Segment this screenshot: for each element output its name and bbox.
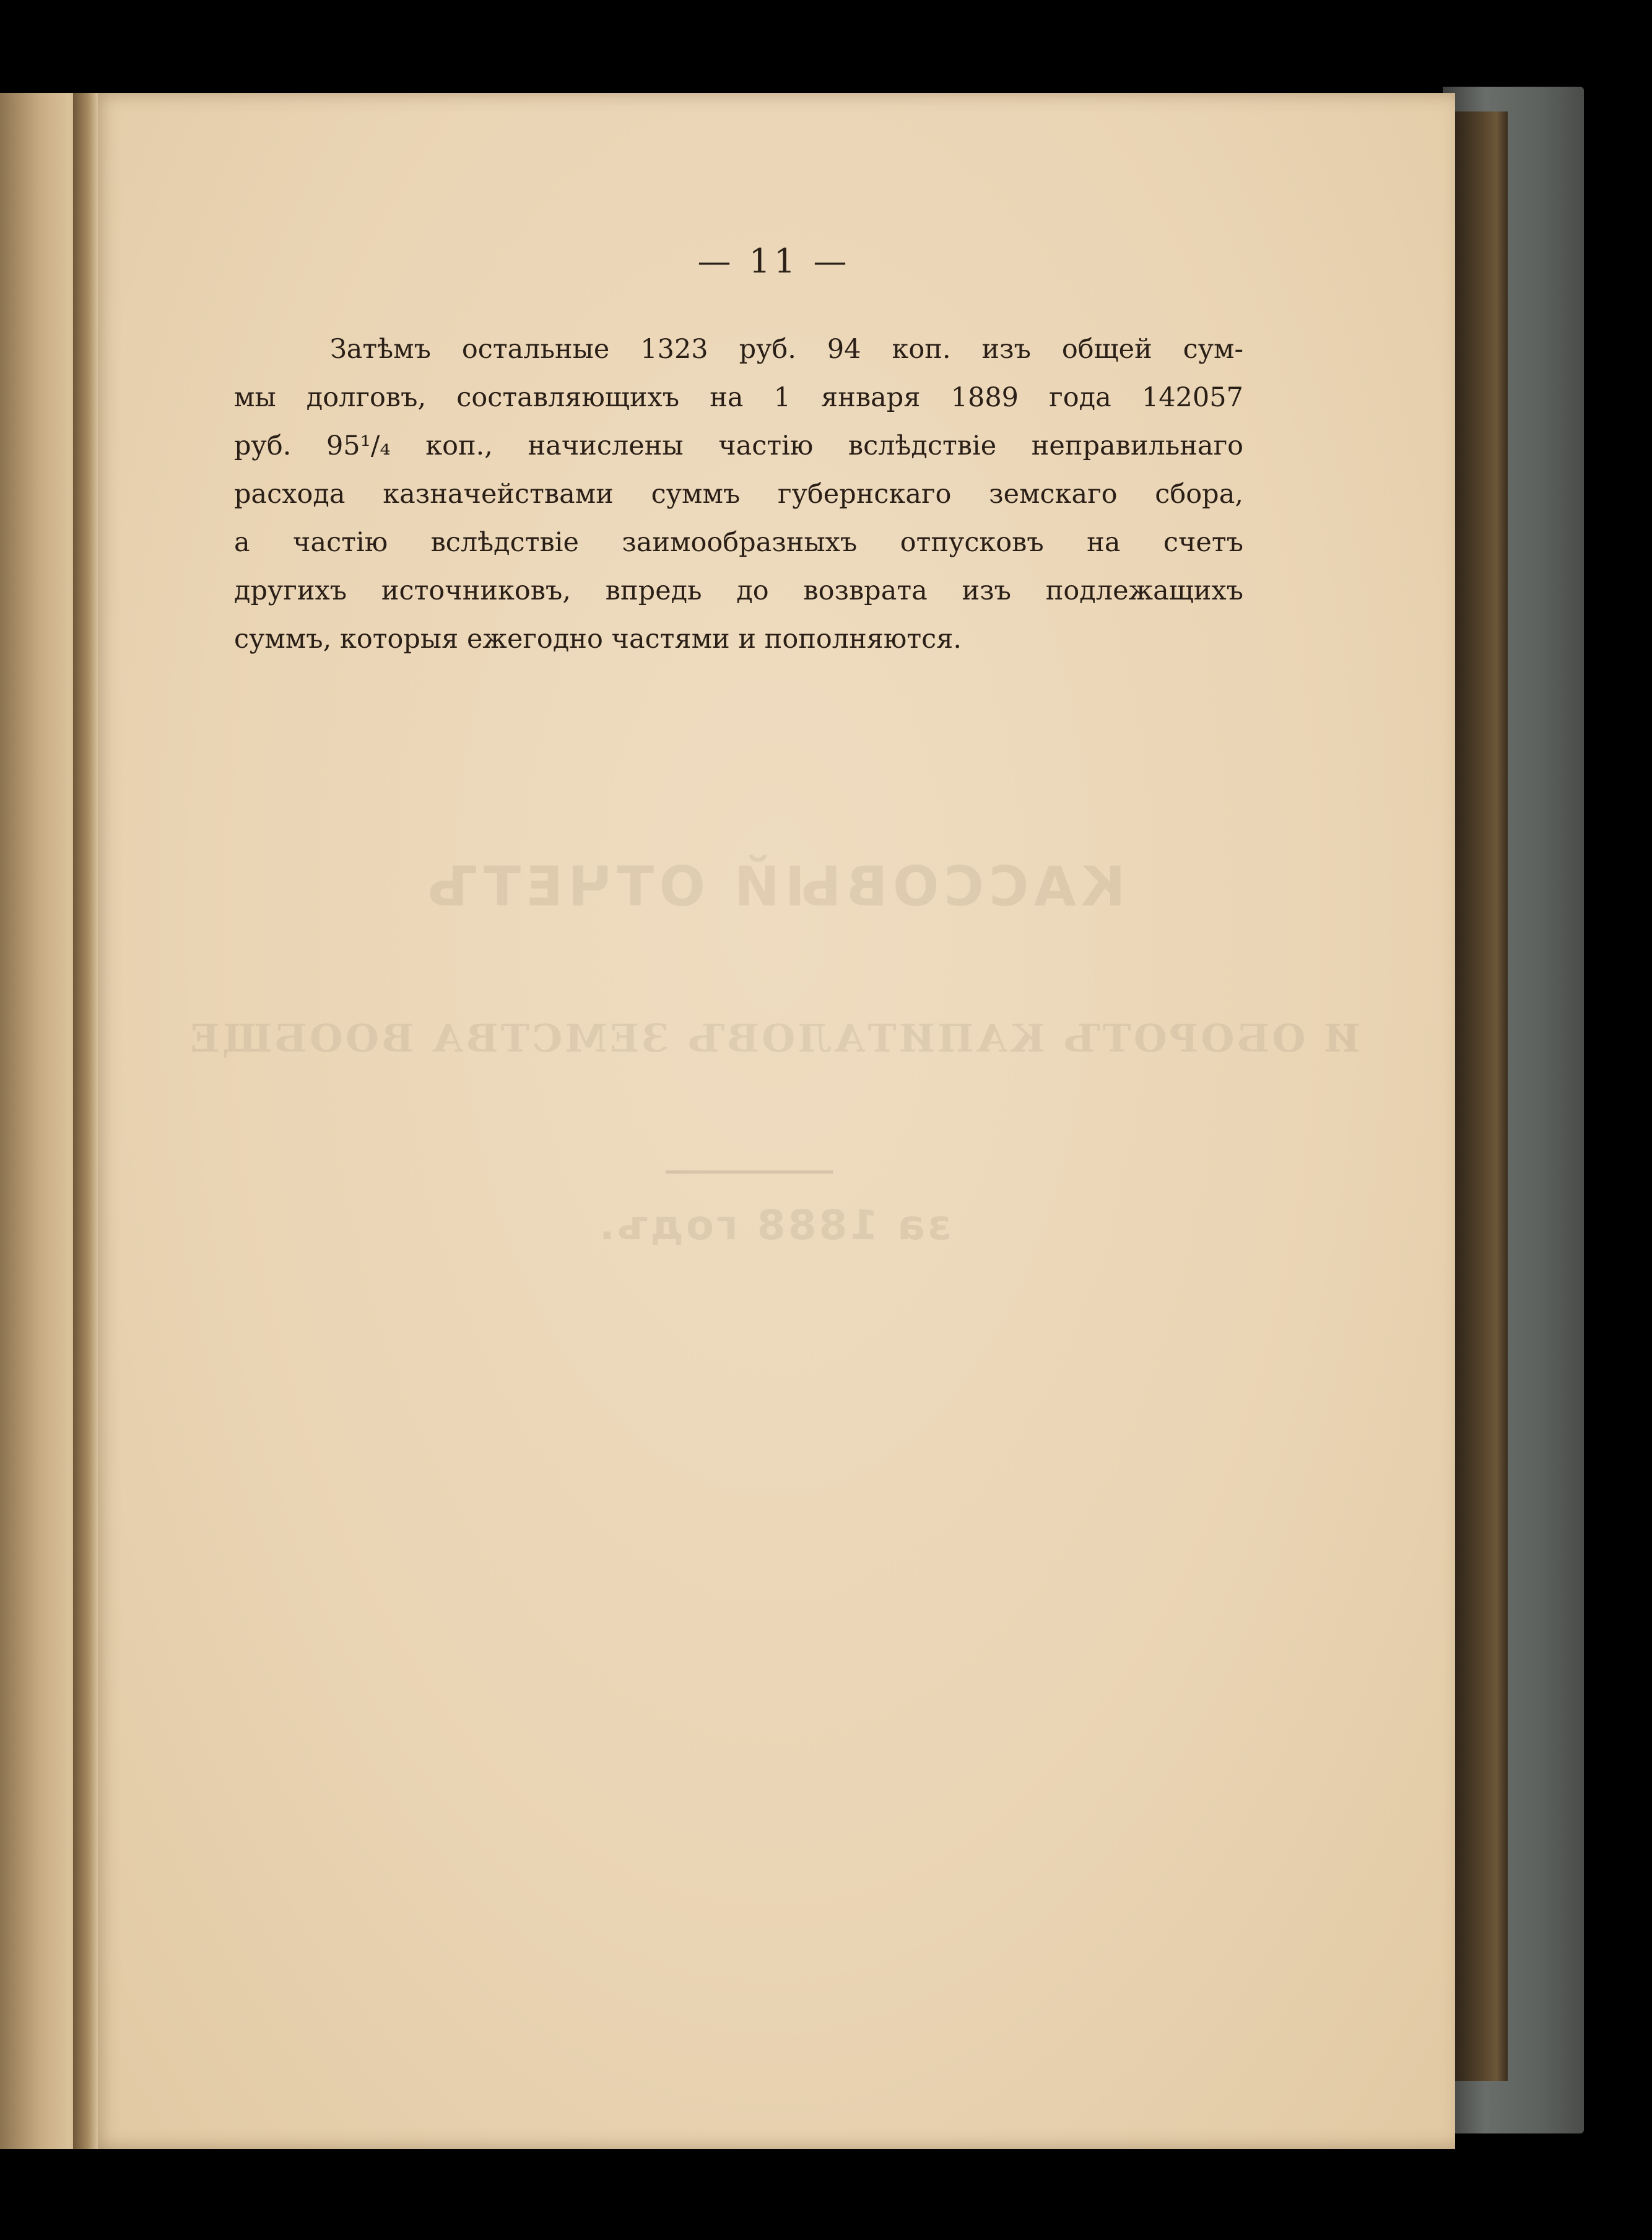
show-through-title: КАССОВЫЙ ОТЧЕТЪ [422,855,1126,918]
paragraph-line: другихъ источниковъ, впредь до возврата изъ подлежащихъ [234,575,1243,606]
show-through-year: за 1888 годъ. [596,1201,952,1249]
paragraph-line: расхода казначействами суммъ губернскаго земскаго сбора, [234,479,1243,510]
page-number: — 11 — [697,242,851,281]
paragraph-line: суммъ, которыя ежегодно частями и пополняются. [234,624,962,655]
paragraph-line: а частію вслѣдствіе заимообразныхъ отпусковъ на счетъ [234,527,1243,558]
show-through-rule [666,1170,833,1174]
page-block-edge [1452,111,1508,2081]
show-through-subtitle: И ОБОРОТЪ КАПИТАЛОВЪ ЗЕМСТВА ВООБЩЕ [188,1016,1360,1061]
book-gutter [73,93,98,2149]
book-page [93,93,1455,2149]
paragraph [234,325,1243,663]
paragraph-line: руб. 95¹/₄ коп., начислены частію вслѣдствіе неправильнаго [234,430,1243,461]
paragraph-line: мы долговъ, составляющихъ на 1 января 1889 года 142057 [234,382,1243,413]
paragraph-line: Затѣмъ остальные 1323 руб. 94 коп. изъ общей сум- [330,334,1243,365]
